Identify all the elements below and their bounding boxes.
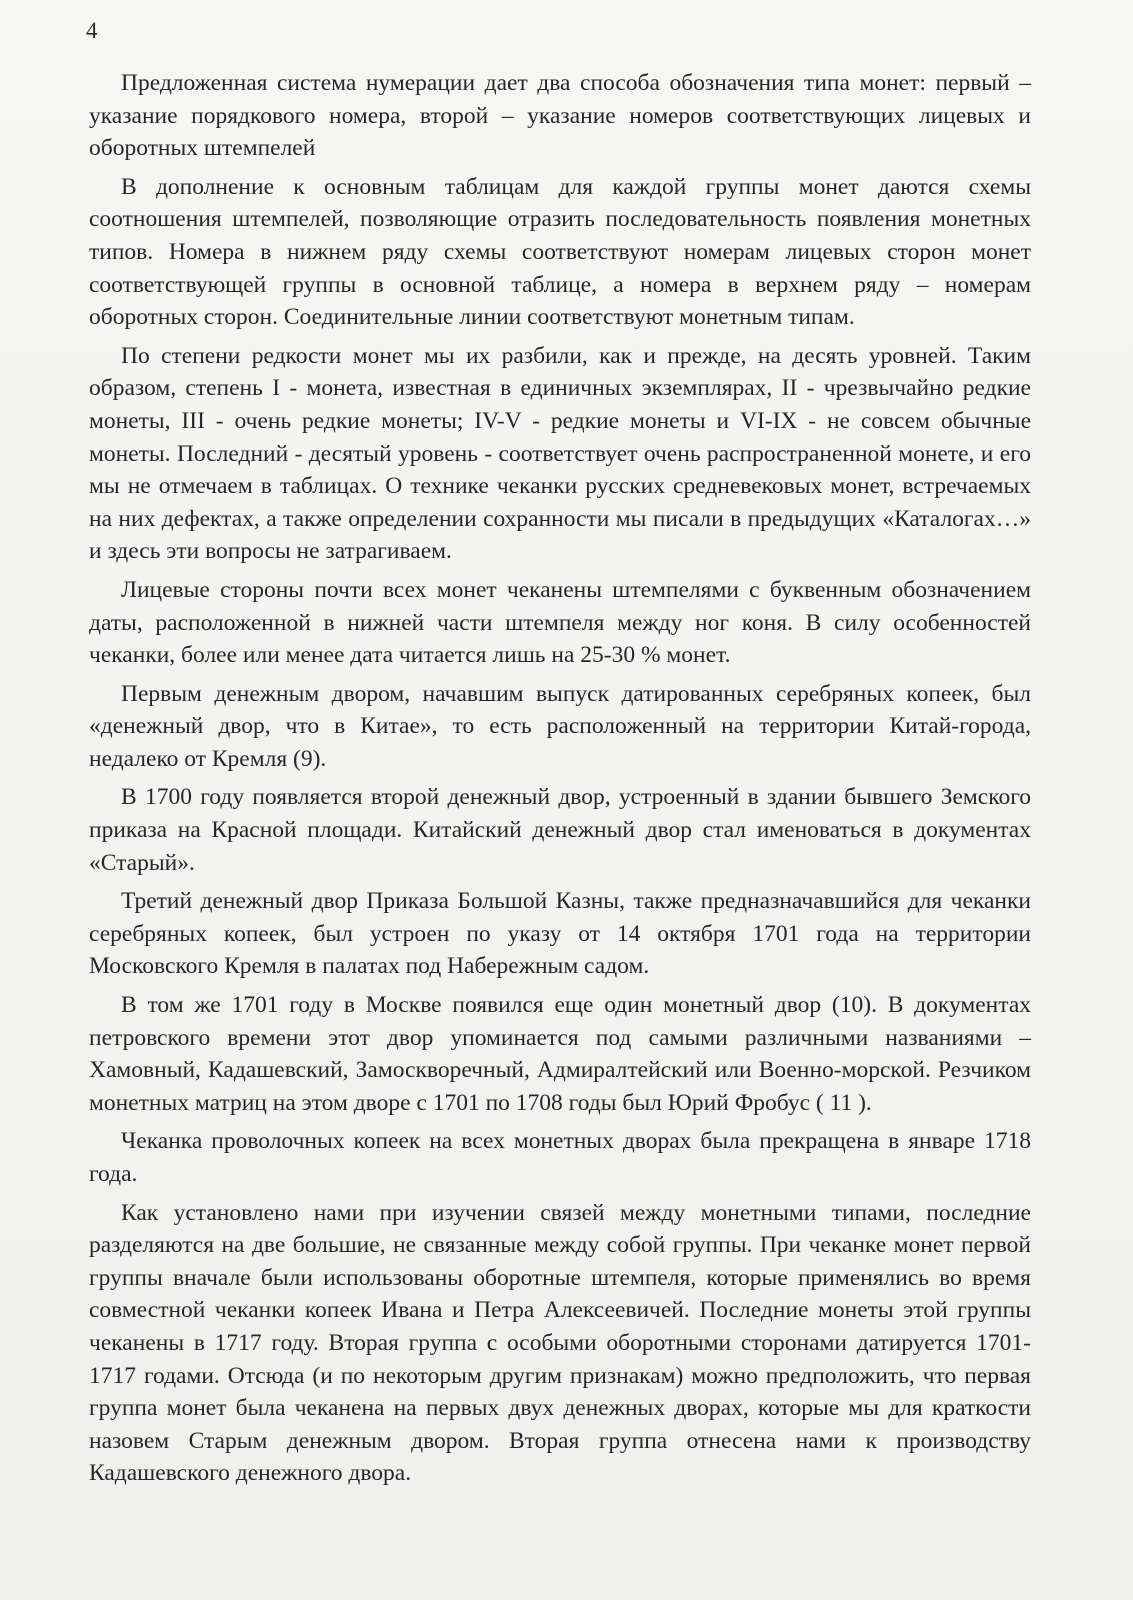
paragraph-coin-groups: Как установлено нами при изучении связей между монетными типами, последние разделяются на две большие, не связанные между собой группы. При чеканке монет первой группы вначале были использованы оборотные штемпеля, которые применялись во время совместной чеканки копеек Ивана и Петра Алексеевичей. Последние монеты этой группы чеканены в 1717 году. Вторая группа с особыми оборотными сторонами датируется 1701-1717 годами. Отсюда (и по некоторым другим признакам) можно предположить, что первая группа монет была чеканена на первых двух денежных дворах, которые мы для краткости назовем Старым денежным двором. Вторая группа отнесена нами к производству Кадашевского денежного двора.	[89, 1199, 1031, 1487]
paragraph-fourth-mint: В том же 1701 году в Москве появился еще один монетный двор (10). В документах петровского времени этот двор упоминается под самыми различными названиями – Хамовный, Кадашевский, Замоскворечный, Адмиралтейский или Военно-морской. Резчиком монетных матриц на этом дворе с 1701 по 1708 годы был Юрий Фробус ( 11 ).	[89, 992, 1031, 1116]
paragraph-second-mint: В 1700 году появляется второй денежный двор, устроенный в здании бывшего Земского приказа на Красной площади. Китайский денежный двор стал именоваться в документах «Старый».	[89, 784, 1031, 876]
paragraph-end-of-minting: Чеканка проволочных копеек на всех монетных дворах была прекращена в январе 1718 года.	[89, 1128, 1031, 1187]
paragraph-obverse-dates: Лицевые стороны почти всех монет чеканены штемпелями с буквенным обозначением даты, расположенной в нижней части штемпеля между ног коня. В силу особенностей чеканки, более или менее дата читается лишь на 25-30 % монет.	[89, 576, 1031, 669]
paragraph-stamp-schemes: В дополнение к основным таблицам для каждой группы монет даются схемы соотношения штемпелей, позволяющие отразить последовательность появления монетных типов. Номера в нижнем ряду схемы соответствуют номерам лицевых сторон монет соответствующей группы в основной таблице, а номера в верхнем ряду – номерам оборотных сторон. Соединительные линии соответствуют монетным типам.	[89, 173, 1031, 331]
paragraph-first-mint: Первым денежным двором, начавшим выпуск датированных серебряных копеек, был «денежный двор, что в Китае», то есть расположенный на территории Китай-города, недалеко от Кремля (9).	[89, 680, 1031, 772]
paragraph-third-mint: Третий денежный двор Приказа Большой Казны, также предназначавшийся для чеканки серебряных копеек, был устроен по указу от 14 октября 1701 года на территории Московского Кремля в палатах под Набережным садом.	[89, 888, 1031, 980]
paragraph-numbering-system: Предложенная система нумерации дает два способа обозначения типа монет: первый – указание порядкового номера, второй – указание номеров соответствующих лицевых и оборотных штемпелей	[89, 70, 1031, 162]
paragraph-rarity-levels: По степени редкости монет мы их разбили, как и прежде, на десять уровней. Таким образом, степень I - монета, известная в единичных экземплярах, II - чрезвычайно редкие монеты, III - очень редкие монеты; IV-V - редкие монеты и VI-IX - не совсем обычные монеты. Последний - десятый уровень - соответствует очень распространенной монете, и его мы не отмечаем в таблицах. О технике чеканки русских средневековых монет, встречаемых на них дефектах, а также определении сохранности мы писали в предыдущих «Каталогах…» и здесь эти вопросы не затрагиваем.	[89, 342, 1031, 565]
page-number: 4	[86, 18, 98, 43]
text-body	[89, 67, 1031, 1496]
